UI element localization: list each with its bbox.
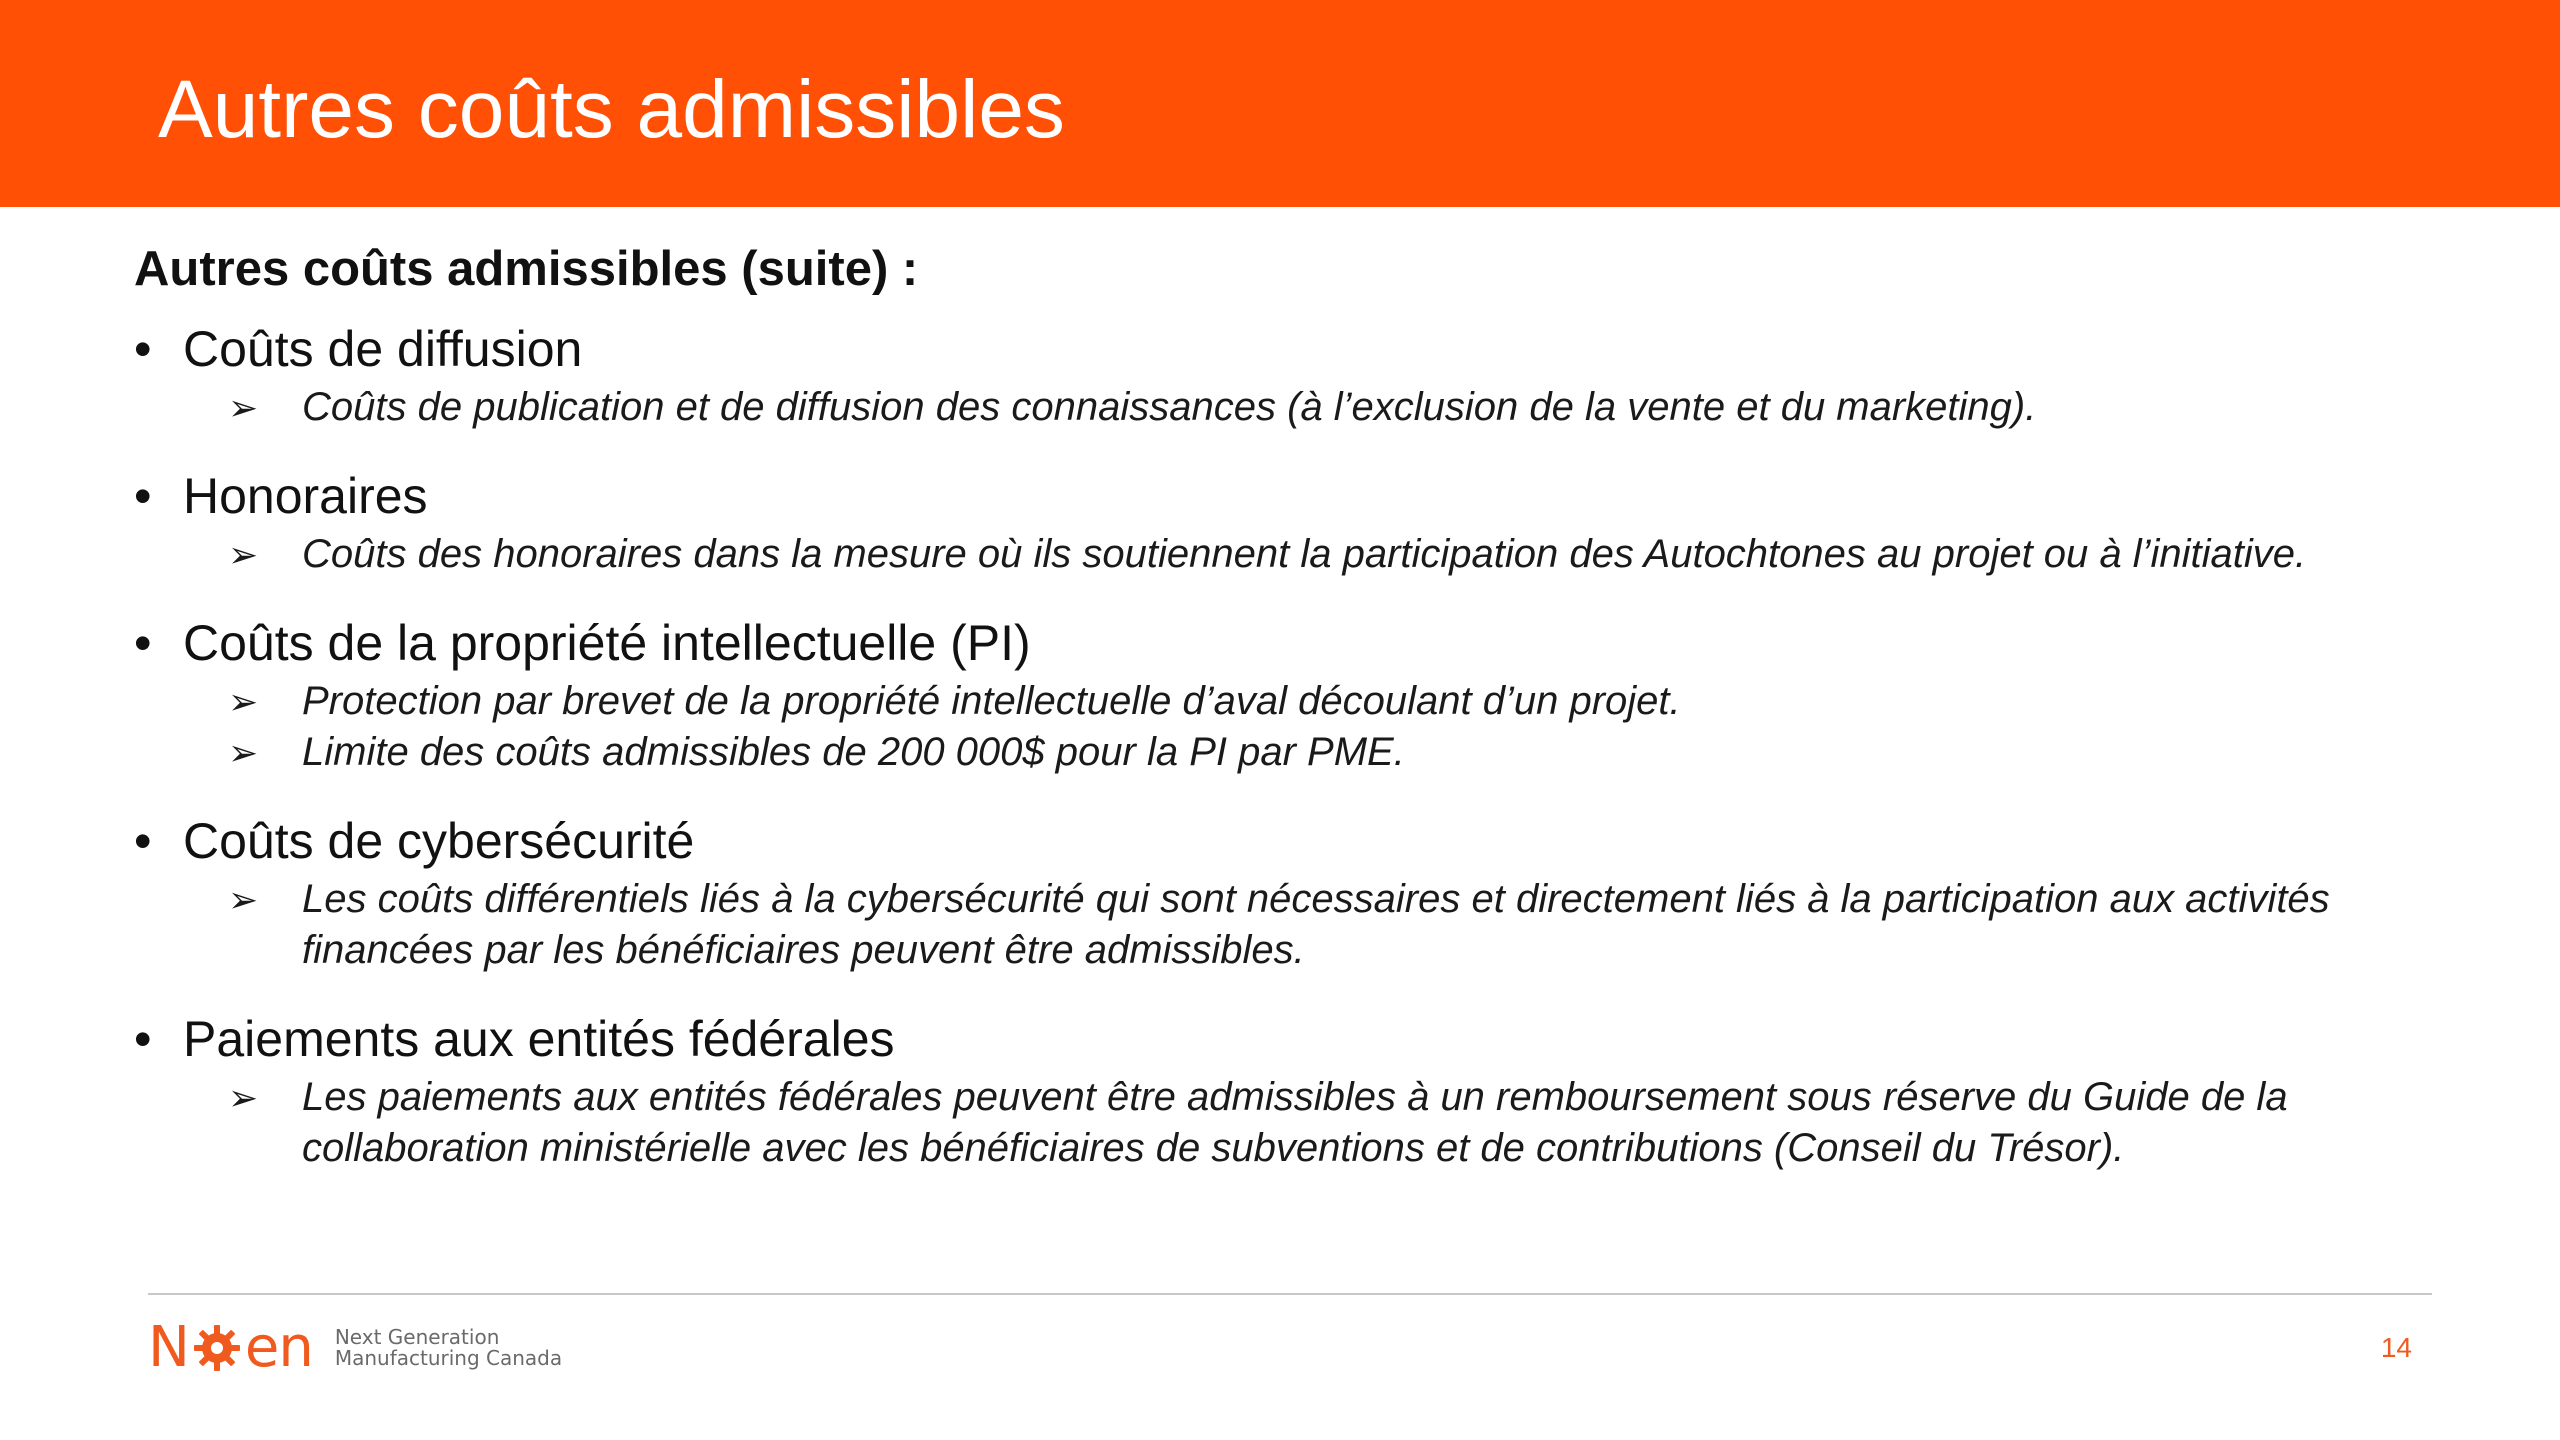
bullet-item [134,610,2434,676]
arrow-bullet-icon: ➢ [228,681,259,722]
bullet-heading: Honoraires [183,468,428,524]
bullet-item [134,463,2434,529]
logo-tagline-line2: Manufacturing Canada [334,1346,563,1370]
sub-bullet-text: Coûts des honoraires dans la mesure où ils soutiennent la participation des Autochtones au projet ou à l’initiative. [302,532,2307,576]
gear-icon [191,1322,243,1374]
slide-subtitle: Autres coûts admissibles (suite) : [134,242,919,296]
footer-divider [148,1293,2432,1295]
logo-letter-n: N [148,1315,189,1380]
bullet-section [134,808,2434,976]
bullet-heading: Paiements aux entités fédérales [183,1011,895,1067]
bullet-item [134,1006,2434,1072]
sub-bullet-item [134,676,2434,727]
sub-bullet-item [134,529,2434,580]
bullet-heading: Coûts de cybersécurité [183,813,695,869]
bullet-section [134,1006,2434,1174]
slide-title: Autres coûts admissibles [158,64,1065,155]
bullet-dot-icon: • [134,813,152,869]
arrow-bullet-icon: ➢ [228,732,259,773]
sub-bullet-text: Les coûts différentiels liés à la cybersécurité qui sont nécessaires et directement liés à la participation aux activités financées par les bénéficiaires peuvent être admissibles. [302,877,2330,972]
sub-bullet-item [134,1072,2434,1174]
bullet-heading: Coûts de la propriété intellectuelle (PI) [183,615,1031,671]
arrow-bullet-icon: ➢ [228,1077,259,1118]
sub-bullet-text: Limite des coûts admissibles de 200 000$ pour la PI par PME. [302,730,1405,774]
sub-bullet-item [134,727,2434,778]
sub-bullet-item [134,382,2434,433]
bullet-dot-icon: • [134,615,152,671]
sub-bullet-item [134,874,2434,976]
logo-tagline [335,1327,562,1369]
logo-letters-en: en [244,1315,313,1380]
bullet-heading: Coûts de diffusion [183,321,583,377]
arrow-bullet-icon: ➢ [228,387,259,428]
sub-bullet-text: Les paiements aux entités fédérales peuvent être admissibles à un remboursement sous réserve du Guide de la collaboration ministérielle avec les bénéficiaires de subventions et de contributions (Conseil du Trésor). [302,1075,2288,1170]
page-number: 14 [2380,1332,2412,1363]
logo-wordmark [148,1315,313,1380]
bullet-list [134,316,2434,1174]
arrow-bullet-icon: ➢ [228,534,259,575]
slide-content [134,236,2434,1204]
logo-tagline-line1: Next Generation [334,1325,500,1349]
arrow-bullet-icon: ➢ [228,879,259,920]
bullet-item [134,316,2434,382]
bullet-dot-icon: • [134,321,152,377]
bullet-item [134,808,2434,874]
sub-bullet-text: Protection par brevet de la propriété intellectuelle d’aval découlant d’un projet. [302,679,1681,723]
sub-bullet-text: Coûts de publication et de diffusion des connaissances (à l’exclusion de la vente et du marketing). [302,385,2037,429]
bullet-section [134,316,2434,433]
ngen-logo [148,1315,563,1380]
header-bar [0,0,2560,207]
bullet-dot-icon: • [134,468,152,524]
bullet-section [134,463,2434,580]
bullet-dot-icon: • [134,1011,152,1067]
bullet-section [134,610,2434,778]
